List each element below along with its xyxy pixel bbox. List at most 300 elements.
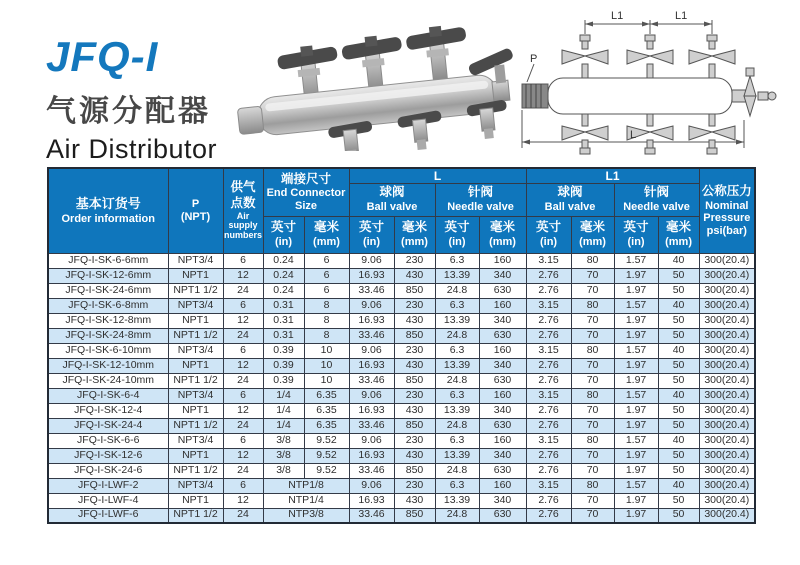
table-cell: 70	[571, 463, 614, 478]
table-cell: JFQ-I-SK-24-10mm	[48, 373, 168, 388]
table-cell: 630	[479, 328, 526, 343]
table-cell: 230	[394, 343, 435, 358]
table-cell: 430	[394, 268, 435, 283]
table-cell: 40	[658, 478, 699, 493]
table-cell: 160	[479, 298, 526, 313]
table-cell: 80	[571, 298, 614, 313]
table-cell: 300(20.4)	[699, 298, 755, 313]
table-cell: 6.3	[435, 298, 479, 313]
table-cell: 6	[223, 343, 263, 358]
table-cell: 33.46	[349, 373, 394, 388]
table-cell: 430	[394, 493, 435, 508]
table-cell: NPT1 1/2	[168, 373, 223, 388]
table-cell: 230	[394, 478, 435, 493]
table-cell: 2.76	[526, 418, 571, 433]
table-cell: NPT1	[168, 448, 223, 463]
table-cell: 12	[223, 313, 263, 328]
col-header-l1-needle-valve: 针阀 Needle valve	[614, 183, 699, 216]
page-title-english: Air Distributor	[46, 134, 218, 164]
table-cell: 12	[223, 358, 263, 373]
table-cell: 2.76	[526, 448, 571, 463]
table-cell: NPT3/4	[168, 433, 223, 448]
table-cell: 9.06	[349, 433, 394, 448]
table-cell: JFQ-I-SK-6-6	[48, 433, 168, 448]
table-cell: 50	[658, 373, 699, 388]
table-cell: 630	[479, 283, 526, 298]
table-cell: 10	[304, 373, 349, 388]
table-cell: NPT1	[168, 493, 223, 508]
table-cell: 630	[479, 373, 526, 388]
table-cell: 70	[571, 373, 614, 388]
table-cell: 0.31	[263, 328, 304, 343]
table-cell: 70	[571, 493, 614, 508]
subcol-l-ball-inch: 英寸 (in)	[349, 216, 394, 253]
table-cell: 630	[479, 418, 526, 433]
table-row	[48, 433, 755, 448]
table-cell: 1.97	[614, 418, 658, 433]
table-cell: 850	[394, 418, 435, 433]
diagram-top-valve-1	[562, 35, 608, 78]
table-cell: 160	[479, 343, 526, 358]
table-cell: NPT1 1/2	[168, 508, 223, 523]
table-cell: 10	[304, 358, 349, 373]
table-cell: 13.39	[435, 268, 479, 283]
table-cell: 1.57	[614, 433, 658, 448]
table-cell: 40	[658, 253, 699, 268]
table-cell: 850	[394, 373, 435, 388]
table-cell: JFQ-I-SK-12-8mm	[48, 313, 168, 328]
table-cell: 1.97	[614, 508, 658, 523]
table-cell: 3/8	[263, 433, 304, 448]
table-cell: 70	[571, 508, 614, 523]
table-cell: 630	[479, 508, 526, 523]
table-row	[48, 478, 755, 493]
table-cell: 24	[223, 418, 263, 433]
technical-diagram	[512, 2, 800, 160]
table-cell: 33.46	[349, 463, 394, 478]
table-cell: 33.46	[349, 283, 394, 298]
table-cell: 40	[658, 433, 699, 448]
subcol-ec-mm: 毫米 (mm)	[304, 216, 349, 253]
table-cell: 430	[394, 313, 435, 328]
table-cell: NPT1 1/2	[168, 463, 223, 478]
table-cell: 16.93	[349, 493, 394, 508]
table-cell: 300(20.4)	[699, 463, 755, 478]
table-cell: 50	[658, 463, 699, 478]
diagram-label-l1-left: L1	[611, 10, 624, 22]
table-cell: 2.76	[526, 508, 571, 523]
table-cell: NPT1 1/2	[168, 283, 223, 298]
diagram-bottom-valve-3	[689, 114, 735, 154]
table-cell: 80	[571, 343, 614, 358]
table-cell: 16.93	[349, 268, 394, 283]
table-cell: 8	[304, 298, 349, 313]
table-cell: JFQ-I-SK-12-6	[48, 448, 168, 463]
table-cell: 6	[223, 388, 263, 403]
table-cell: 300(20.4)	[699, 448, 755, 463]
table-cell: JFQ-I-SK-6-10mm	[48, 343, 168, 358]
table-cell: 300(20.4)	[699, 343, 755, 358]
table-cell: 300(20.4)	[699, 433, 755, 448]
subcol-l1-needle-inch: 英寸 (in)	[614, 216, 658, 253]
table-cell: 13.39	[435, 403, 479, 418]
table-cell: JFQ-I-LWF-4	[48, 493, 168, 508]
table-cell: 6	[223, 433, 263, 448]
table-cell: 80	[571, 253, 614, 268]
table-cell: 50	[658, 283, 699, 298]
table-cell: 430	[394, 358, 435, 373]
table-cell: 850	[394, 463, 435, 478]
table-cell: 1.57	[614, 343, 658, 358]
table-cell: 430	[394, 403, 435, 418]
table-cell: 850	[394, 328, 435, 343]
table-cell: 9.06	[349, 388, 394, 403]
table-cell: 24	[223, 328, 263, 343]
table-cell: 2.76	[526, 313, 571, 328]
table-cell: 0.39	[263, 358, 304, 373]
table-cell: 3/8	[263, 448, 304, 463]
table-cell: NPT3/4	[168, 388, 223, 403]
table-cell: 50	[658, 358, 699, 373]
table-cell: 6.35	[304, 388, 349, 403]
table-cell: JFQ-I-SK-24-8mm	[48, 328, 168, 343]
table-cell: 70	[571, 358, 614, 373]
table-cell: 50	[658, 328, 699, 343]
subcol-l1-needle-mm: 毫米 (mm)	[658, 216, 699, 253]
table-cell: 24	[223, 463, 263, 478]
table-cell: 1/4	[263, 418, 304, 433]
table-cell: 50	[658, 313, 699, 328]
table-cell: 1.97	[614, 463, 658, 478]
table-cell: 24.8	[435, 508, 479, 523]
subcol-l-ball-mm: 毫米 (mm)	[394, 216, 435, 253]
table-cell: NPT1	[168, 403, 223, 418]
table-cell: 3.15	[526, 433, 571, 448]
table-cell: 300(20.4)	[699, 253, 755, 268]
table-cell: NPT3/4	[168, 298, 223, 313]
table-cell: 12	[223, 268, 263, 283]
table-cell: 70	[571, 283, 614, 298]
table-cell: 3.15	[526, 388, 571, 403]
table-cell: NTP3/8	[263, 508, 349, 523]
col-header-p-npt: P (NPT)	[168, 168, 223, 253]
table-cell: 8	[304, 313, 349, 328]
table-row	[48, 508, 755, 523]
table-cell: 2.76	[526, 493, 571, 508]
table-cell: 300(20.4)	[699, 283, 755, 298]
table-cell: 300(20.4)	[699, 373, 755, 388]
table-cell: JFQ-I-SK-6-8mm	[48, 298, 168, 313]
diagram-top-valve-2	[627, 35, 673, 78]
table-cell: JFQ-I-SK-24-6mm	[48, 283, 168, 298]
table-cell: 0.24	[263, 268, 304, 283]
table-cell: 0.31	[263, 298, 304, 313]
table-cell: 16.93	[349, 448, 394, 463]
table-cell: NPT1 1/2	[168, 328, 223, 343]
table-cell: 70	[571, 403, 614, 418]
table-cell: 340	[479, 313, 526, 328]
table-cell: 6.3	[435, 388, 479, 403]
table-cell: 24.8	[435, 373, 479, 388]
table-cell: JFQ-I-SK-12-10mm	[48, 358, 168, 373]
table-cell: 24	[223, 373, 263, 388]
table-cell: NTP1/8	[263, 478, 349, 493]
table-cell: 50	[658, 448, 699, 463]
diagram-end-valve	[732, 68, 776, 116]
table-cell: 50	[658, 418, 699, 433]
subcol-l-needle-inch: 英寸 (in)	[435, 216, 479, 253]
table-cell: 1.97	[614, 448, 658, 463]
table-cell: 2.76	[526, 403, 571, 418]
table-cell: 1.97	[614, 358, 658, 373]
table-cell: 13.39	[435, 313, 479, 328]
table-cell: 2.76	[526, 463, 571, 478]
table-cell: 33.46	[349, 508, 394, 523]
table-row	[48, 343, 755, 358]
table-cell: 16.93	[349, 358, 394, 373]
table-cell: 300(20.4)	[699, 328, 755, 343]
table-cell: 300(20.4)	[699, 358, 755, 373]
table-cell: 1.97	[614, 283, 658, 298]
table-cell: 6.3	[435, 478, 479, 493]
table-cell: 300(20.4)	[699, 313, 755, 328]
table-cell: 16.93	[349, 313, 394, 328]
table-cell: 13.39	[435, 358, 479, 373]
table-cell: JFQ-I-SK-24-4	[48, 418, 168, 433]
table-cell: NPT3/4	[168, 343, 223, 358]
table-cell: 1.97	[614, 328, 658, 343]
table-cell: 70	[571, 313, 614, 328]
table-cell: 9.06	[349, 478, 394, 493]
col-header-end-connector: 端接尺寸 End Connector Size	[263, 168, 349, 216]
table-cell: 10	[304, 343, 349, 358]
table-cell: 70	[571, 328, 614, 343]
table-cell: 8	[304, 328, 349, 343]
table-cell: 0.31	[263, 313, 304, 328]
table-cell: 9.06	[349, 298, 394, 313]
col-group-l: L	[349, 168, 526, 183]
col-header-air-supply: 供气 点数 Air supply numbers	[223, 168, 263, 253]
table-cell: 12	[223, 403, 263, 418]
table-cell: NPT1	[168, 268, 223, 283]
table-cell: 1.97	[614, 403, 658, 418]
table-cell: 3.15	[526, 253, 571, 268]
table-cell: 160	[479, 433, 526, 448]
table-row	[48, 418, 755, 433]
table-cell: 80	[571, 388, 614, 403]
table-cell: 1/4	[263, 388, 304, 403]
table-cell: 6.3	[435, 343, 479, 358]
table-row	[48, 463, 755, 478]
table-row	[48, 493, 755, 508]
table-cell: 1.57	[614, 478, 658, 493]
col-header-pressure: 公称压力 Nominal Pressure psi(bar)	[699, 168, 755, 253]
table-cell: 1/4	[263, 403, 304, 418]
table-cell: 33.46	[349, 418, 394, 433]
title-block	[46, 33, 218, 165]
table-row	[48, 328, 755, 343]
table-cell: 1.97	[614, 268, 658, 283]
table-row	[48, 268, 755, 283]
subcol-ec-inch: 英寸 (in)	[263, 216, 304, 253]
diagram-bottom-valve-1	[562, 114, 608, 154]
table-cell: JFQ-I-SK-24-6	[48, 463, 168, 478]
table-cell: 6	[304, 283, 349, 298]
table-cell: 3.15	[526, 343, 571, 358]
table-cell: 0.39	[263, 343, 304, 358]
table-cell: 9.52	[304, 463, 349, 478]
table-cell: 0.39	[263, 373, 304, 388]
table-cell: 0.24	[263, 253, 304, 268]
table-cell: 300(20.4)	[699, 478, 755, 493]
table-cell: 6	[223, 478, 263, 493]
table-cell: 340	[479, 403, 526, 418]
table-cell: 24.8	[435, 463, 479, 478]
col-header-l1-ball-valve: 球阀 Ball valve	[526, 183, 614, 216]
table-cell: 80	[571, 478, 614, 493]
page-title-chinese: 气源分配器	[46, 95, 211, 128]
table-cell: 70	[571, 268, 614, 283]
table-cell: 24.8	[435, 283, 479, 298]
table-cell: 40	[658, 343, 699, 358]
table-cell: 850	[394, 508, 435, 523]
col-header-l-needle-valve: 针阀 Needle valve	[435, 183, 526, 216]
spec-table-body	[48, 253, 755, 523]
table-cell: 1.57	[614, 388, 658, 403]
table-cell: 300(20.4)	[699, 388, 755, 403]
table-cell: 50	[658, 403, 699, 418]
table-cell: 1.57	[614, 298, 658, 313]
table-cell: 40	[658, 298, 699, 313]
table-cell: JFQ-I-SK-12-4	[48, 403, 168, 418]
table-row	[48, 313, 755, 328]
table-cell: 160	[479, 388, 526, 403]
table-cell: 300(20.4)	[699, 268, 755, 283]
diagram-top-valve-3	[689, 35, 735, 78]
diagram-label-p: P	[530, 53, 538, 65]
table-cell: 3.15	[526, 478, 571, 493]
table-cell: 24	[223, 283, 263, 298]
table-cell: 70	[571, 418, 614, 433]
table-cell: 300(20.4)	[699, 403, 755, 418]
table-cell: JFQ-I-SK-12-6mm	[48, 268, 168, 283]
subcol-l-needle-mm: 毫米 (mm)	[479, 216, 526, 253]
table-cell: 630	[479, 463, 526, 478]
table-cell: 13.39	[435, 493, 479, 508]
col-header-order-info: 基本订货号 Order information	[48, 168, 168, 253]
table-cell: 24.8	[435, 328, 479, 343]
table-cell: 6	[223, 298, 263, 313]
table-cell: 340	[479, 448, 526, 463]
table-cell: 6.3	[435, 433, 479, 448]
table-cell: 33.46	[349, 328, 394, 343]
table-cell: 13.39	[435, 448, 479, 463]
spec-table	[47, 167, 756, 524]
table-cell: 24	[223, 508, 263, 523]
table-cell: 40	[658, 388, 699, 403]
table-cell: 6.35	[304, 403, 349, 418]
top-valve-2	[340, 33, 406, 92]
table-cell: 16.93	[349, 403, 394, 418]
table-cell: 12	[223, 493, 263, 508]
bottom-valve-1	[466, 99, 510, 140]
subcol-l1-ball-mm: 毫米 (mm)	[571, 216, 614, 253]
table-cell: 230	[394, 433, 435, 448]
table-cell: NPT3/4	[168, 478, 223, 493]
product-photo	[235, 6, 520, 151]
manifold-photo-illustration	[235, 6, 520, 151]
table-cell: 6.3	[435, 253, 479, 268]
table-cell: 6	[304, 253, 349, 268]
table-cell: 6	[223, 253, 263, 268]
table-row	[48, 283, 755, 298]
dimension-drawing	[512, 2, 800, 160]
table-row	[48, 253, 755, 268]
col-header-l-ball-valve: 球阀 Ball valve	[349, 183, 435, 216]
diagram-label-l: L	[630, 129, 637, 141]
table-cell: 80	[571, 433, 614, 448]
diagram-label-l1-right: L1	[675, 10, 688, 22]
table-cell: 230	[394, 253, 435, 268]
table-cell: 1.97	[614, 373, 658, 388]
table-cell: NPT1	[168, 313, 223, 328]
table-cell: 340	[479, 493, 526, 508]
table-cell: 2.76	[526, 328, 571, 343]
table-cell: 1.97	[614, 493, 658, 508]
table-cell: 50	[658, 268, 699, 283]
table-cell: 230	[394, 298, 435, 313]
table-cell: 2.76	[526, 358, 571, 373]
table-cell: 9.06	[349, 253, 394, 268]
table-cell: 300(20.4)	[699, 493, 755, 508]
table-cell: 9.06	[349, 343, 394, 358]
table-cell: 340	[479, 358, 526, 373]
table-cell: 9.52	[304, 448, 349, 463]
table-row	[48, 403, 755, 418]
table-cell: 3.15	[526, 298, 571, 313]
table-cell: 300(20.4)	[699, 418, 755, 433]
table-cell: 1.97	[614, 313, 658, 328]
table-cell: 160	[479, 253, 526, 268]
page-title-model: JFQ-I	[46, 33, 159, 80]
table-cell: JFQ-I-LWF-6	[48, 508, 168, 523]
table-cell: 430	[394, 448, 435, 463]
table-cell: 2.76	[526, 283, 571, 298]
table-cell: 6	[304, 268, 349, 283]
table-row	[48, 388, 755, 403]
table-cell: NPT1 1/2	[168, 418, 223, 433]
table-cell: JFQ-I-LWF-2	[48, 478, 168, 493]
table-cell: 24.8	[435, 418, 479, 433]
spec-table-container	[47, 167, 756, 524]
table-cell: 2.76	[526, 268, 571, 283]
table-cell: NPT3/4	[168, 253, 223, 268]
table-cell: 70	[571, 448, 614, 463]
table-cell: 12	[223, 448, 263, 463]
table-cell: JFQ-I-SK-6-4	[48, 388, 168, 403]
table-cell: 300(20.4)	[699, 508, 755, 523]
table-row	[48, 298, 755, 313]
table-row	[48, 373, 755, 388]
top-valve-3	[405, 23, 471, 82]
table-cell: 50	[658, 508, 699, 523]
table-cell: 160	[479, 478, 526, 493]
table-cell: 0.24	[263, 283, 304, 298]
table-row	[48, 358, 755, 373]
table-cell: NPT1	[168, 358, 223, 373]
table-cell: 340	[479, 268, 526, 283]
subcol-l1-ball-inch: 英寸 (in)	[526, 216, 571, 253]
